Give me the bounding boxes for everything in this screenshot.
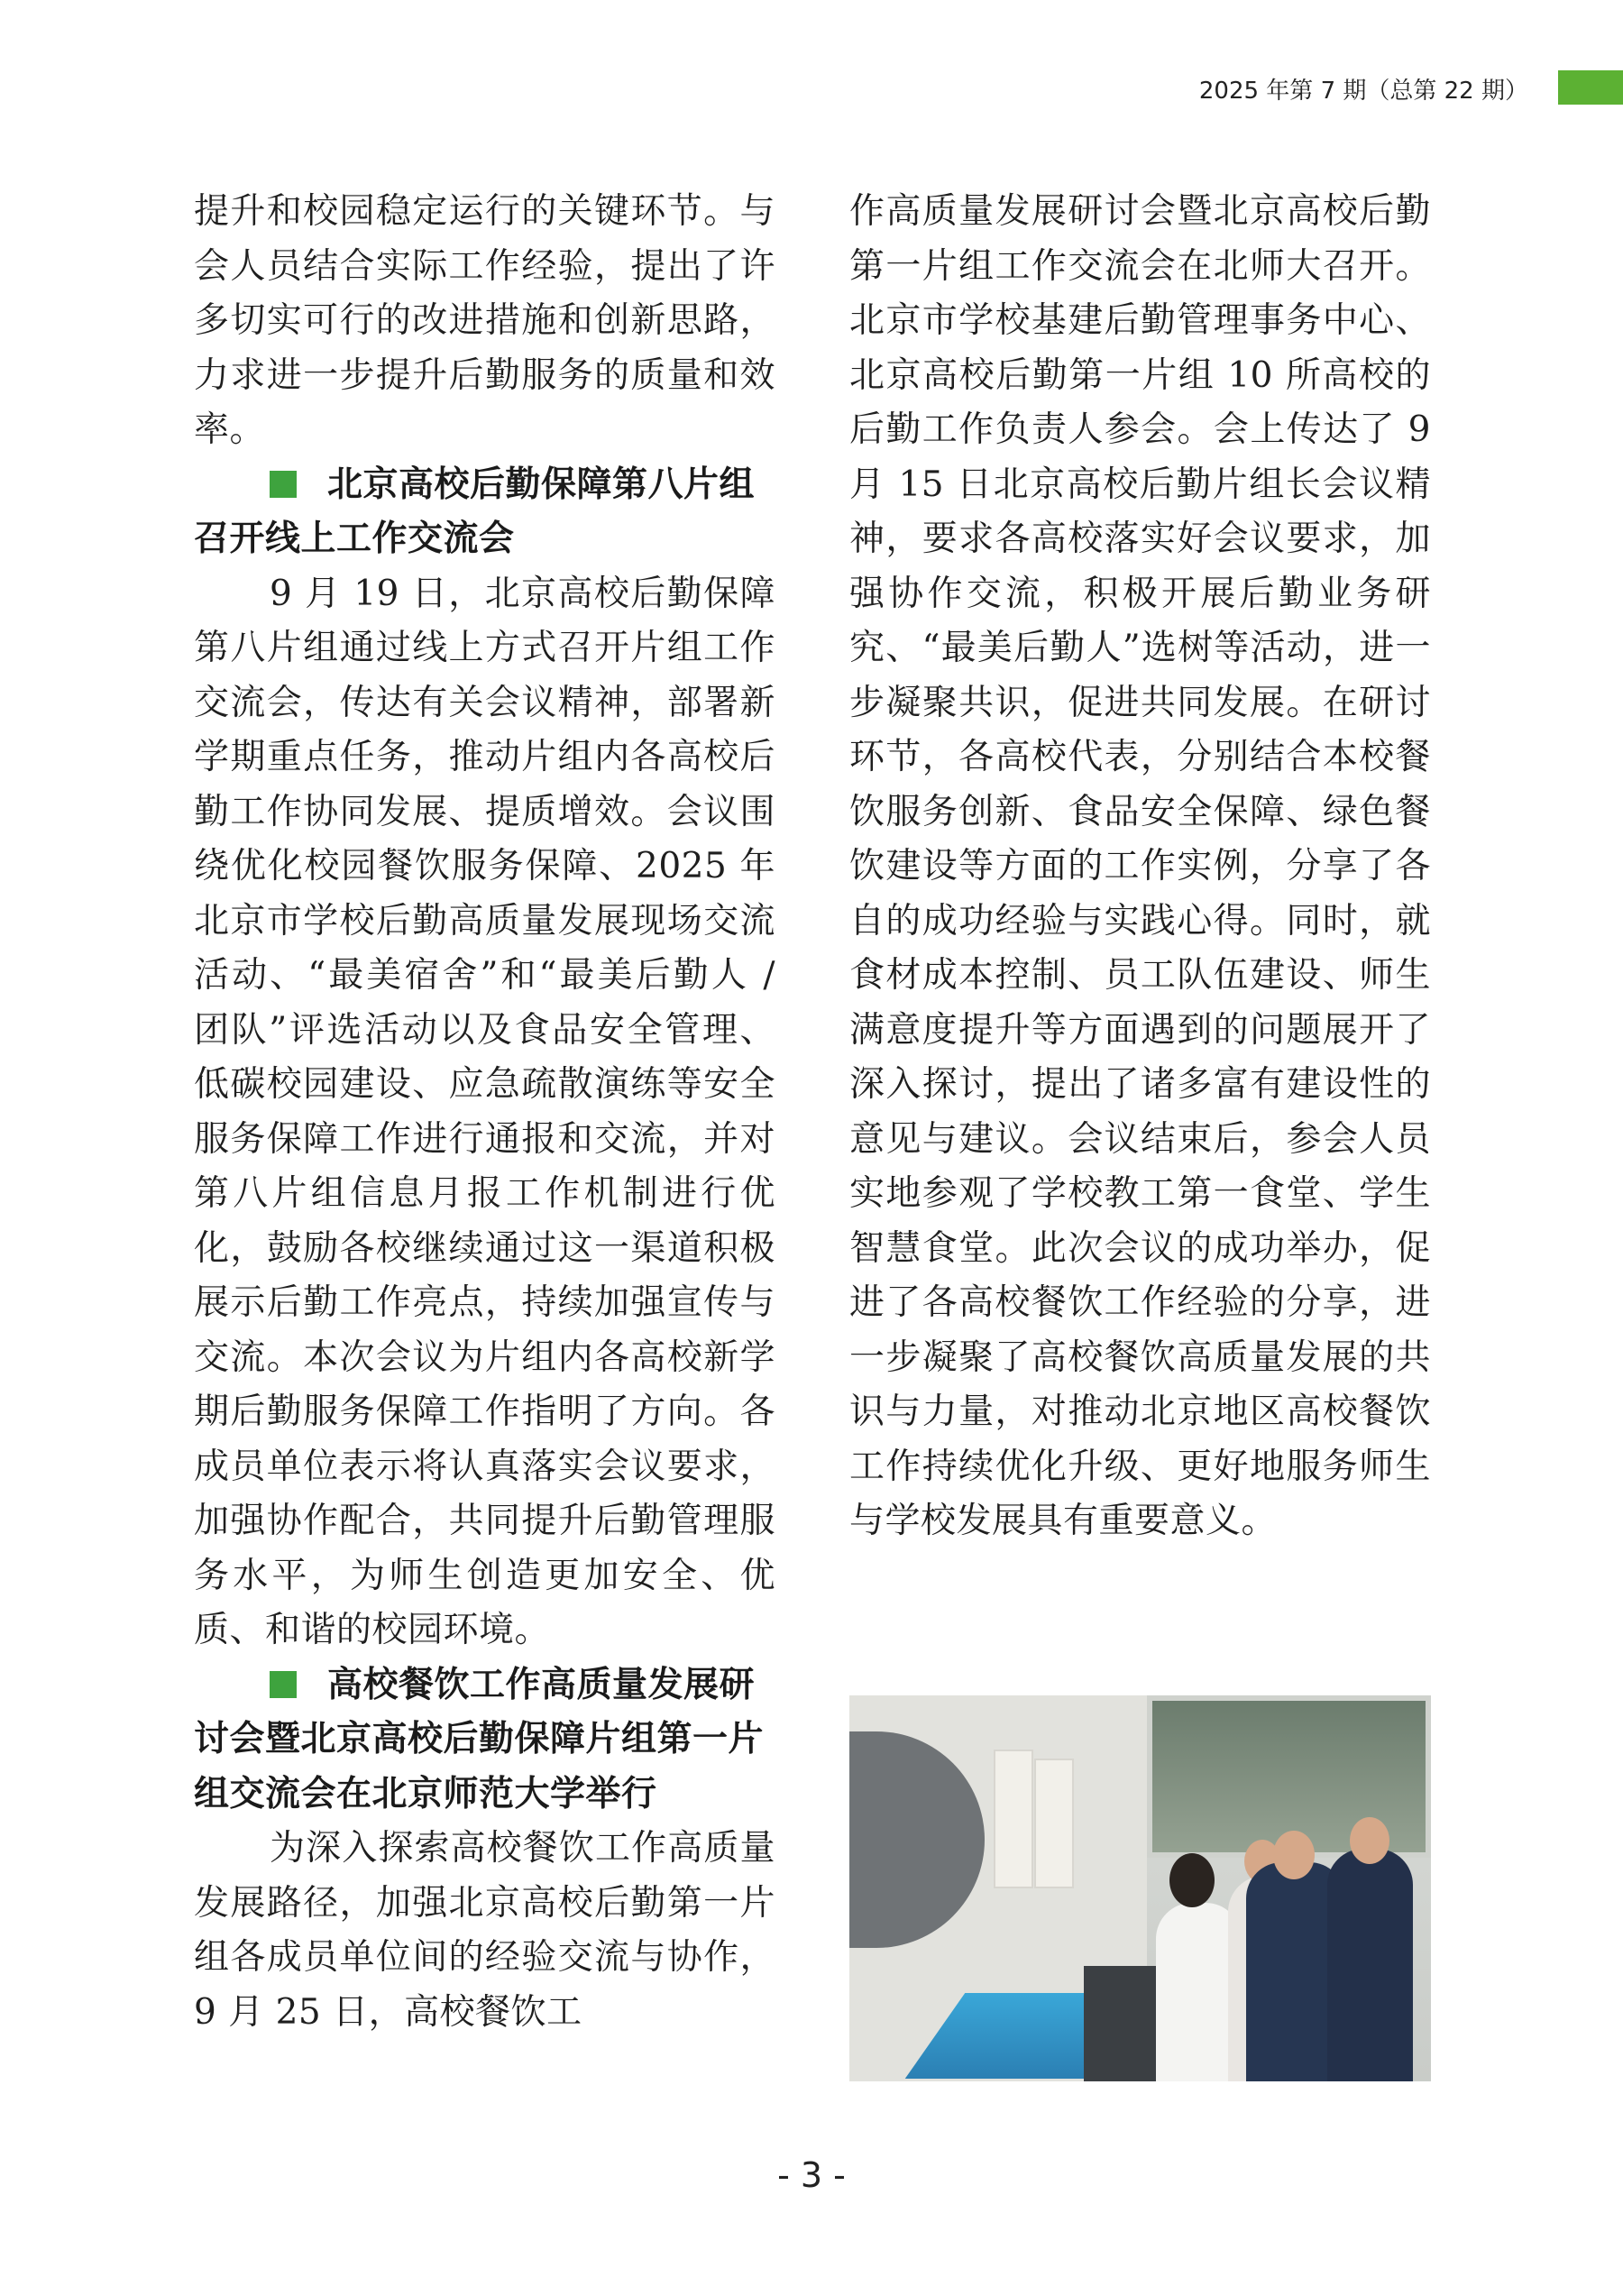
title-square-icon — [270, 1671, 297, 1698]
header-accent-bar — [1558, 70, 1623, 105]
photo-poster — [994, 1750, 1033, 1888]
photo-poster — [1034, 1759, 1074, 1888]
right-column — [849, 185, 1431, 1549]
left-column — [194, 185, 775, 2040]
left-paragraph-1: 提升和校园稳定运行的关键环节。与会人员结合实际工作经验，提出了许多切实可行的改进措施和创新思路，力求进一步提升后勤服务的质量和效率。 — [194, 191, 775, 450]
canteen-visit-photo — [849, 1695, 1431, 2081]
section-title-1 — [194, 458, 775, 567]
issue-header: 2025 年第 7 期（总第 22 期） — [1198, 78, 1528, 105]
right-paragraph-1: 作高质量发展研讨会暨北京高校后勤第一片组工作交流会在北师大召开。北京市学校基建后勤管理事务中心、北京高校后勤第一片组 10 所高校的后勤工作负责人参会。会上传达了 9 月 15 日北京高校后勤片组长会议精神，要求各高校落实好会议要求，加强协作交流，积极开展后勤业务研究、“最美后勤人”选树等活动，进一步凝聚共识，促进共同发展。在研讨环节，各高校代表，分别结合本校餐饮服务创新、食品安全保障、绿色餐饮建设等方面的工作实例，分享了各自的成功经验与实践心得。同时，就食材成本控制、员工队伍建设、师生满意度提升等方面遇到的问题展开了深入探讨，提出了诸多富有建设性的意见与建议。会议结束后，参会人员实地参观了学校教工第一食堂、学生智慧食堂。此次会议的成功举办，促进了各高校餐饮工作经验的分享，进一步凝聚了高校餐饮高质量发展的共识与力量，对推动北京地区高校餐饮工作持续优化升级、更好地服务师生与学校发展具有重要意义。 — [849, 191, 1431, 1541]
title-square-icon — [270, 471, 297, 498]
left-paragraph-2: 9 月 19 日，北京高校后勤保障第八片组通过线上方式召开片组工作交流会，传达有关会议精神，部署新学期重点任务，推动片组内各高校后勤工作协同发展、提质增效。会议围绕优化校园餐饮服务保障、2025 年北京市学校后勤高质量发展现场交流活动、“最美宿舍”和“最美后勤人 / 团队”评选活动以及食品安全管理、低碳校园建设、应急疏散演练等安全服务保障工作进行通报和交流，并对第八片组信息月报工作机制进行优化，鼓励各校继续通过这一渠道积极展示后勤工作亮点，持续加强宣传与交流。本次会议为片组内各高校新学期后勤服务保障工作指明了方向。各成员单位表示将认真落实会议要求，加强协作配合，共同提升后勤管理服务水平，为师生创造更加安全、优质、和谐的校园环境。 — [194, 573, 775, 1650]
section-title-2-text: 高校餐饮工作高质量发展研讨会暨北京高校后勤保障片组第一片组交流会在北京师范大学举行 — [194, 1664, 765, 1814]
photo-person-head — [1273, 1831, 1315, 1879]
section-title-2 — [194, 1658, 775, 1823]
section-title-1-text: 北京高校后勤保障第八片组召开线上工作交流会 — [194, 464, 756, 559]
photo-person-head — [1350, 1817, 1389, 1864]
left-paragraph-3: 为深入探索高校餐饮工作高质量发展路径，加强北京高校后勤第一片组各成员单位间的经验交流与协作，9 月 25 日，高校餐饮工 — [194, 1828, 775, 2033]
photo-person-head — [1169, 1853, 1215, 1907]
photo-person — [1327, 1849, 1413, 2081]
page-number: - 3 - — [777, 2155, 846, 2195]
